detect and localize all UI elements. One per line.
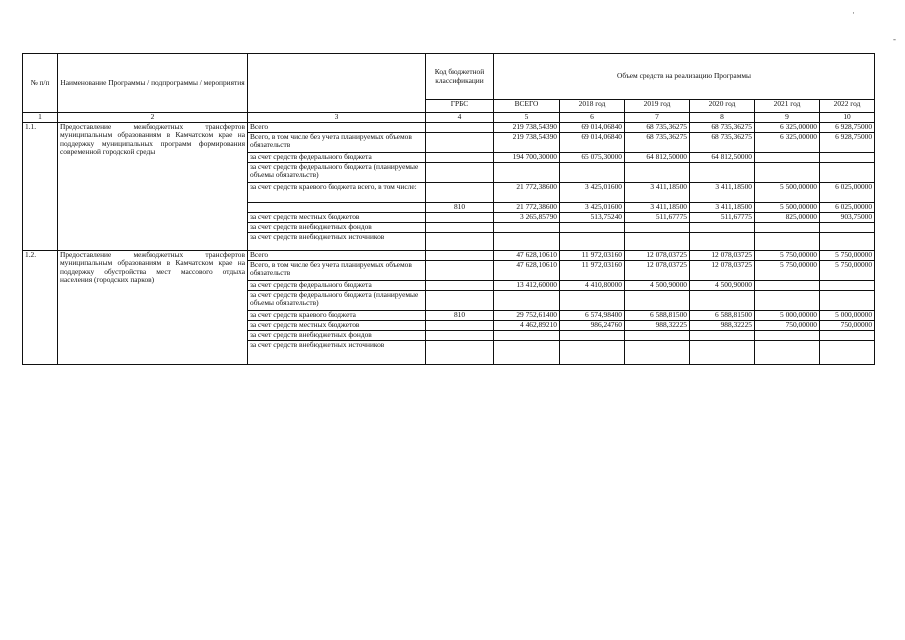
amount-year: 5 750,00000 bbox=[755, 260, 820, 280]
column-number: 6 bbox=[560, 113, 625, 123]
amount-year bbox=[625, 290, 690, 310]
amount-year: 988,32225 bbox=[690, 320, 755, 330]
amount-year: 64 812,50000 bbox=[625, 152, 690, 162]
amount-year: 6 325,00000 bbox=[755, 132, 820, 152]
column-number: 7 bbox=[625, 113, 690, 123]
header-year: 2019 год bbox=[625, 100, 690, 113]
amount-total: 29 752,61400 bbox=[494, 310, 560, 320]
grbs-code bbox=[426, 290, 494, 310]
amount-year bbox=[560, 222, 625, 232]
amount-year bbox=[820, 280, 875, 290]
funding-source: за счет средств внебюджетных фондов bbox=[248, 330, 426, 340]
amount-year: 3 425,01600 bbox=[560, 202, 625, 212]
amount-year bbox=[820, 340, 875, 364]
amount-year: 5 000,00000 bbox=[820, 310, 875, 320]
amount-year: 750,00000 bbox=[755, 320, 820, 330]
amount-year: 65 075,30000 bbox=[560, 152, 625, 162]
amount-total: 21 772,38600 bbox=[494, 182, 560, 202]
amount-year bbox=[820, 152, 875, 162]
table-body bbox=[23, 54, 875, 365]
amount-year bbox=[755, 290, 820, 310]
header-empty bbox=[248, 54, 426, 113]
grbs-code bbox=[426, 320, 494, 330]
amount-year bbox=[755, 330, 820, 340]
funding-source: за счет средств краевого бюджета всего, в том числе: bbox=[248, 182, 426, 202]
column-number: 2 bbox=[58, 113, 248, 123]
column-number-row bbox=[23, 113, 875, 123]
amount-total bbox=[494, 290, 560, 310]
amount-year: 11 972,03160 bbox=[560, 260, 625, 280]
header-year: 2022 год bbox=[820, 100, 875, 113]
amount-year bbox=[820, 290, 875, 310]
header-year: 2018 год bbox=[560, 100, 625, 113]
amount-year: 69 014,06840 bbox=[560, 122, 625, 132]
amount-year bbox=[560, 330, 625, 340]
amount-year: 5 000,00000 bbox=[755, 310, 820, 320]
header-total: ВСЕГО bbox=[494, 100, 560, 113]
amount-year: 3 425,01600 bbox=[560, 182, 625, 202]
amount-year: 6 025,00000 bbox=[820, 202, 875, 212]
amount-year bbox=[755, 280, 820, 290]
scan-dot: · bbox=[852, 8, 855, 18]
grbs-code bbox=[426, 330, 494, 340]
amount-year: 986,24760 bbox=[560, 320, 625, 330]
amount-year: 825,00000 bbox=[755, 212, 820, 222]
amount-year: 12 078,03725 bbox=[690, 260, 755, 280]
amount-year bbox=[625, 232, 690, 250]
column-number: 10 bbox=[820, 113, 875, 123]
amount-year bbox=[560, 232, 625, 250]
funding-source: за счет средств федерального бюджета (планируемые объемы обязательств) bbox=[248, 162, 426, 182]
amount-year: 511,67775 bbox=[690, 212, 755, 222]
amount-total bbox=[494, 340, 560, 364]
header-year: 2020 год bbox=[690, 100, 755, 113]
amount-year: 68 735,36275 bbox=[625, 122, 690, 132]
amount-total bbox=[494, 330, 560, 340]
amount-year: 69 014,06840 bbox=[560, 132, 625, 152]
header-num: № п/п bbox=[23, 54, 58, 113]
amount-total bbox=[494, 232, 560, 250]
amount-year bbox=[560, 290, 625, 310]
amount-year bbox=[560, 162, 625, 182]
amount-year bbox=[755, 162, 820, 182]
column-number: 9 bbox=[755, 113, 820, 123]
amount-year: 6 928,75000 bbox=[820, 122, 875, 132]
amount-total: 219 738,54390 bbox=[494, 132, 560, 152]
item-name: Предоставление межбюджетных трансфертов муниципальным образованиям в Камчатском крае на поддержку обустройства мест массового отдыха населения (городских парков) bbox=[58, 250, 248, 364]
amount-year: 4 500,90000 bbox=[625, 280, 690, 290]
amount-year bbox=[820, 330, 875, 340]
amount-year: 6 588,81500 bbox=[690, 310, 755, 320]
header-code: Код бюджетной классификации bbox=[426, 54, 494, 100]
column-number: 3 bbox=[248, 113, 426, 123]
amount-total: 47 628,10610 bbox=[494, 250, 560, 260]
amount-year: 903,75000 bbox=[820, 212, 875, 222]
grbs-code: 810 bbox=[426, 310, 494, 320]
funding-source: за счет средств внебюджетных источников bbox=[248, 232, 426, 250]
amount-total: 3 265,85790 bbox=[494, 212, 560, 222]
funding-source: Всего, в том числе без учета планируемых объемов обязательств bbox=[248, 132, 426, 152]
amount-total: 4 462,89210 bbox=[494, 320, 560, 330]
amount-year bbox=[820, 162, 875, 182]
header-year: 2021 год bbox=[755, 100, 820, 113]
grbs-code bbox=[426, 182, 494, 202]
grbs-code bbox=[426, 232, 494, 250]
funding-source: за счет средств местных бюджетов bbox=[248, 212, 426, 222]
amount-year bbox=[820, 222, 875, 232]
amount-year bbox=[820, 232, 875, 250]
amount-year: 12 078,03725 bbox=[625, 260, 690, 280]
amount-year: 6 025,00000 bbox=[820, 182, 875, 202]
amount-year bbox=[690, 340, 755, 364]
grbs-code bbox=[426, 152, 494, 162]
column-number: 4 bbox=[426, 113, 494, 123]
funding-source: Всего, в том числе без учета планируемых объемов обязательств bbox=[248, 260, 426, 280]
amount-total: 21 772,38600 bbox=[494, 202, 560, 212]
funding-source: за счет средств федерального бюджета bbox=[248, 152, 426, 162]
amount-year bbox=[755, 340, 820, 364]
column-number: 1 bbox=[23, 113, 58, 123]
amount-year bbox=[690, 232, 755, 250]
amount-year bbox=[755, 232, 820, 250]
amount-year bbox=[690, 162, 755, 182]
amount-year: 12 078,03725 bbox=[625, 250, 690, 260]
funding-source: за счет средств федерального бюджета (планируемые объемы обязательств) bbox=[248, 290, 426, 310]
funding-source: Всего bbox=[248, 122, 426, 132]
amount-year bbox=[690, 290, 755, 310]
amount-year: 4 500,90000 bbox=[690, 280, 755, 290]
amount-year bbox=[625, 330, 690, 340]
amount-year: 6 325,00000 bbox=[755, 122, 820, 132]
header-name: Наименование Программы / подпрограммы / мероприятия bbox=[58, 54, 248, 113]
amount-year bbox=[625, 162, 690, 182]
amount-year: 11 972,03160 bbox=[560, 250, 625, 260]
grbs-code bbox=[426, 260, 494, 280]
amount-year: 5 750,00000 bbox=[755, 250, 820, 260]
funding-source: за счет средств внебюджетных источников bbox=[248, 340, 426, 364]
amount-year: 6 928,75000 bbox=[820, 132, 875, 152]
amount-year bbox=[560, 340, 625, 364]
amount-year: 5 500,00000 bbox=[755, 182, 820, 202]
amount-year bbox=[625, 222, 690, 232]
funding-source bbox=[248, 202, 426, 212]
grbs-code bbox=[426, 280, 494, 290]
amount-year: 64 812,50000 bbox=[690, 152, 755, 162]
table-row bbox=[23, 122, 875, 132]
header-volume: Объем средств на реализацию Программы bbox=[494, 54, 875, 100]
amount-year: 3 411,18500 bbox=[690, 202, 755, 212]
grbs-code: 810 bbox=[426, 202, 494, 212]
funding-source: за счет средств внебюджетных фондов bbox=[248, 222, 426, 232]
amount-year: 3 411,18500 bbox=[625, 182, 690, 202]
funding-source: Всего bbox=[248, 250, 426, 260]
amount-year: 68 735,36275 bbox=[625, 132, 690, 152]
amount-year: 5 500,00000 bbox=[755, 202, 820, 212]
column-number: 8 bbox=[690, 113, 755, 123]
amount-year: 3 411,18500 bbox=[690, 182, 755, 202]
amount-year bbox=[690, 330, 755, 340]
amount-year: 513,75240 bbox=[560, 212, 625, 222]
amount-total: 47 628,10610 bbox=[494, 260, 560, 280]
program-funding-table bbox=[22, 53, 875, 365]
amount-year: 4 410,80000 bbox=[560, 280, 625, 290]
funding-source: за счет средств краевого бюджета bbox=[248, 310, 426, 320]
amount-year bbox=[625, 340, 690, 364]
amount-year bbox=[755, 222, 820, 232]
amount-year: 6 574,98400 bbox=[560, 310, 625, 320]
amount-year bbox=[755, 152, 820, 162]
amount-year: 5 750,00000 bbox=[820, 260, 875, 280]
header-grbs: ГРБС bbox=[426, 100, 494, 113]
grbs-code bbox=[426, 212, 494, 222]
item-number: 1.1. bbox=[23, 122, 58, 250]
item-name: Предоставление межбюджетных трансфертов муниципальным образованиям в Камчатском крае на поддержку муниципальных программ формирования современной городской среды bbox=[58, 122, 248, 250]
amount-total: 194 700,30000 bbox=[494, 152, 560, 162]
amount-total bbox=[494, 222, 560, 232]
scan-dash: - bbox=[893, 34, 896, 44]
amount-year: 750,00000 bbox=[820, 320, 875, 330]
amount-total bbox=[494, 162, 560, 182]
grbs-code bbox=[426, 132, 494, 152]
amount-year: 68 735,36275 bbox=[690, 122, 755, 132]
column-number: 5 bbox=[494, 113, 560, 123]
amount-year: 5 750,00000 bbox=[820, 250, 875, 260]
item-number: 1.2. bbox=[23, 250, 58, 364]
grbs-code bbox=[426, 122, 494, 132]
table-row bbox=[23, 250, 875, 260]
amount-year: 511,67775 bbox=[625, 212, 690, 222]
funding-source: за счет средств федерального бюджета bbox=[248, 280, 426, 290]
amount-year: 12 078,03725 bbox=[690, 250, 755, 260]
funding-source: за счет средств местных бюджетов bbox=[248, 320, 426, 330]
amount-year bbox=[690, 222, 755, 232]
grbs-code bbox=[426, 162, 494, 182]
amount-year: 988,32225 bbox=[625, 320, 690, 330]
amount-year: 68 735,36275 bbox=[690, 132, 755, 152]
grbs-code bbox=[426, 222, 494, 232]
grbs-code bbox=[426, 340, 494, 364]
amount-year: 6 588,81500 bbox=[625, 310, 690, 320]
amount-total: 13 412,60000 bbox=[494, 280, 560, 290]
grbs-code bbox=[426, 250, 494, 260]
amount-year: 3 411,18500 bbox=[625, 202, 690, 212]
amount-total: 219 738,54390 bbox=[494, 122, 560, 132]
